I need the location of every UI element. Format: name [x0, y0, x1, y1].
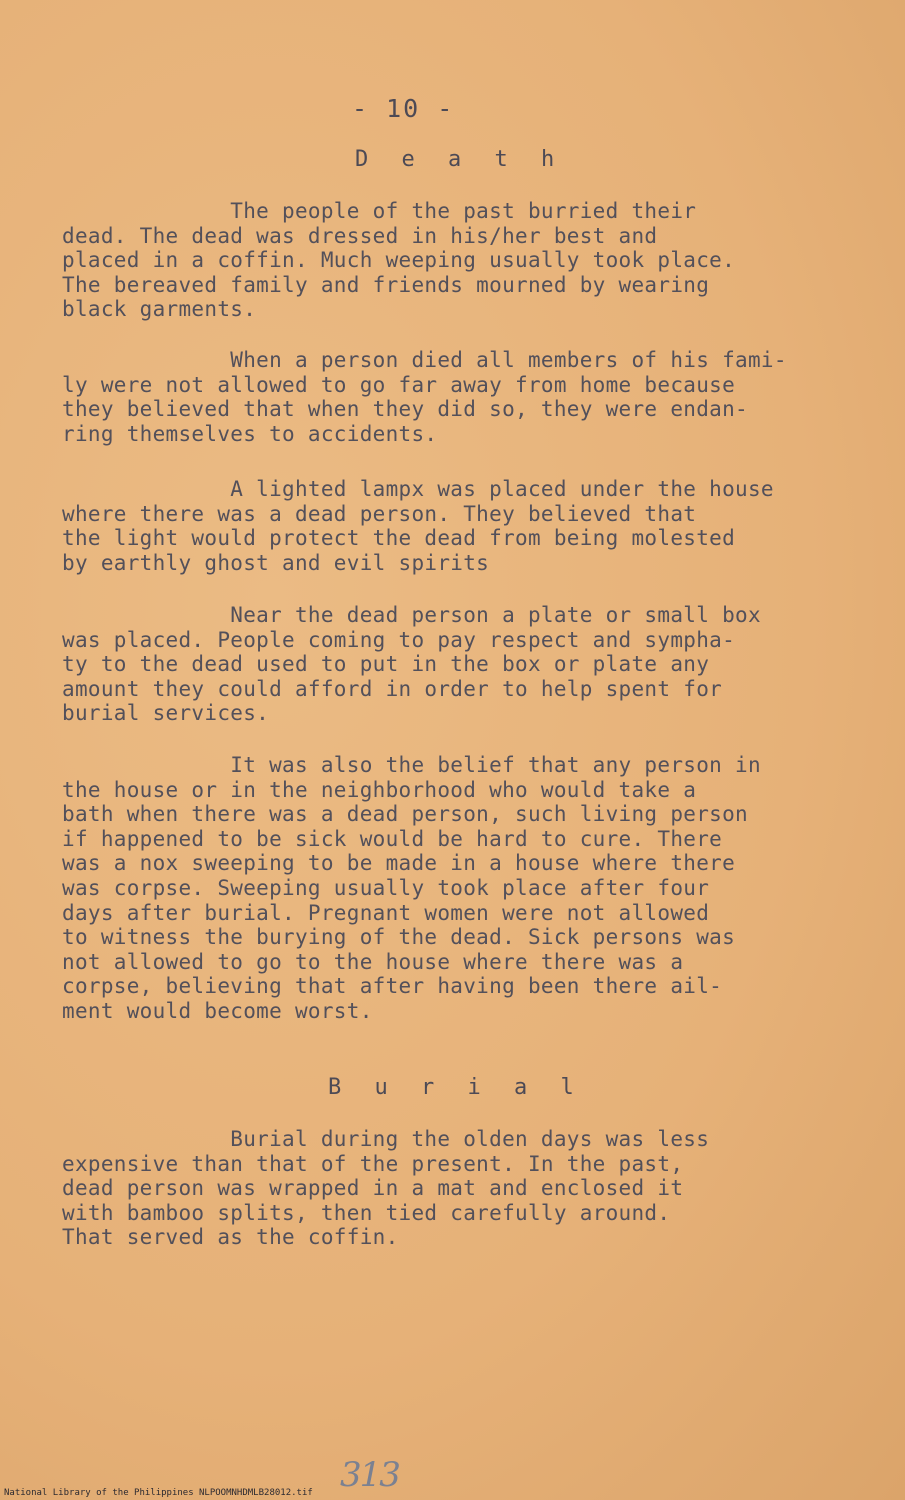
- text-line: The bereaved family and friends mourned by wearing: [62, 272, 710, 297]
- text-line: A lighted lampx was placed under the house: [62, 477, 774, 501]
- text-line: dead. The dead was dressed in his/her best and: [62, 223, 658, 248]
- text-line: That served as the coffin.: [62, 1225, 399, 1250]
- paragraph-4: [62, 603, 761, 726]
- text-line: was a nox sweeping to be made in a house where there: [62, 851, 736, 876]
- text-line: burial services.: [62, 701, 270, 726]
- text-line: ly were not allowed to go far away from home because: [62, 372, 736, 397]
- text-line: dead person was wrapped in a mat and enclosed it: [62, 1176, 684, 1201]
- footer-institution: National Library of the Philippines: [4, 1488, 194, 1498]
- text-line: was corpse. Sweeping usually took place after four: [62, 875, 710, 900]
- paragraph-3: [62, 477, 774, 575]
- text-line: Burial during the olden days was less: [62, 1127, 710, 1151]
- section-heading-death: D e a t h: [355, 147, 565, 172]
- text-line: was placed. People coming to pay respect and sympha-: [62, 627, 736, 652]
- page-number: - 10 -: [352, 94, 455, 123]
- text-line: placed in a coffin. Much weeping usually took place.: [62, 248, 736, 273]
- text-line: by earthly ghost and evil spirits: [62, 550, 490, 575]
- text-line: bath when there was a dead person, such living person: [62, 802, 748, 827]
- text-line: if happened to be sick would be hard to cure. There: [62, 826, 723, 851]
- text-line: ty to the dead used to put in the box or plate any: [62, 652, 710, 677]
- text-line: the light would protect the dead from being molested: [62, 526, 736, 551]
- paragraph-2: [62, 348, 787, 446]
- text-line: ment would become worst.: [62, 998, 373, 1023]
- paragraph-5: [62, 753, 761, 1024]
- footer-file-id: NLPOOMNHDMLB28012.tif: [199, 1488, 313, 1498]
- text-line: corpse, believing that after having been there ail-: [62, 974, 723, 999]
- text-line: with bamboo splits, then tied carefully around.: [62, 1200, 671, 1225]
- text-line: Near the dead person a plate or small box: [62, 603, 761, 627]
- text-line: expensive than that of the present. In the past,: [62, 1151, 684, 1176]
- handwritten-page-number: 313: [340, 1455, 399, 1495]
- section-heading-burial: B u r i a l: [328, 1075, 584, 1100]
- text-line: The people of the past burried their: [62, 199, 697, 223]
- text-line: days after burial. Pregnant women were not allowed: [62, 900, 710, 925]
- text-line: the house or in the neighborhood who would take a: [62, 777, 697, 802]
- text-line: to witness the burying of the dead. Sick persons was: [62, 925, 736, 950]
- text-line: black garments.: [62, 297, 257, 322]
- text-line: When a person died all members of his fami-: [62, 348, 787, 372]
- text-line: ring themselves to accidents.: [62, 421, 438, 446]
- text-line: amount they could afford in order to help spent for: [62, 676, 723, 701]
- text-line: It was also the belief that any person in: [62, 753, 761, 777]
- paragraph-6: [62, 1127, 709, 1250]
- text-line: they believed that when they did so, they were endan-: [62, 397, 748, 422]
- paragraph-1: [62, 199, 735, 322]
- text-line: where there was a dead person. They believed that: [62, 501, 697, 526]
- text-line: not allowed to go to the house where there was a: [62, 949, 684, 974]
